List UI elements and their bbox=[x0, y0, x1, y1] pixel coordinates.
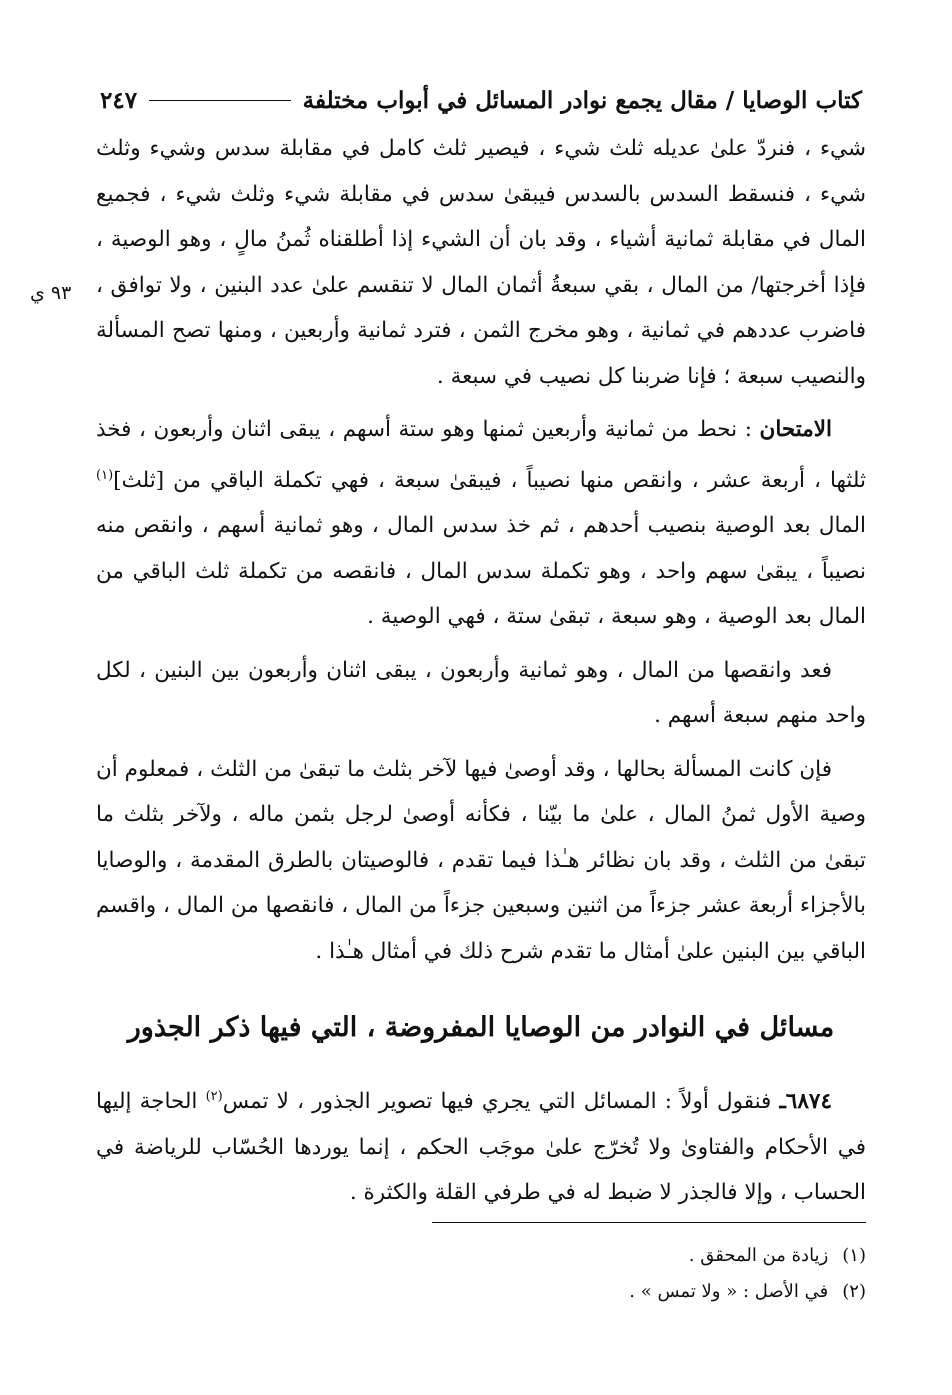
footnote-marker: (٢) bbox=[842, 1281, 866, 1302]
paragraph-2-text-b: المال بعد الوصية بنصيب أحدهم ، ثم خذ سدس المال ، وهو ثمانية أسهم ، وانقص منه نصيباً ، يبقىٰ سهم واحد ، وهو تكملة سدس المال ، فانقصه من تكملة ثلث الباقي من المال بعد الوصية ، وهو سبعة ، تبقىٰ ستة ، فهي الوصية . bbox=[96, 513, 866, 630]
page-number: ٢٤٧ bbox=[100, 86, 138, 114]
footnote-text: في الأصل : « ولا تمس » . bbox=[629, 1281, 829, 1302]
paragraph-4: فإن كانت المسألة بحالها ، وقد أوصىٰ فيها لآخر بثلث ما تبقىٰ من الثلث ، فمعلوم أن وصية الأول ثمنُ المال ، علىٰ ما بيّنا ، فكأنه أوصىٰ لرجل بثمن ماله ، ولآخر بثلث ما تبقىٰ من الثلث ، وقد بان نظائر هـٰذا فيما تقدم ، فالوصيتان بالطرق المقدمة ، والوصايا بالأجزاء أربعة عشر جزءاً من اثنين وسبعين جزءاً من المال ، فانقصها من المال ، واقسم الباقي بين البنين علىٰ أمثال ما تقدم شرح ذلك في أمثال هـٰذا . bbox=[96, 756, 866, 964]
footnote-text: زيادة من المحقق . bbox=[688, 1245, 829, 1266]
paragraph-1: شيء ، فنردّ علىٰ عديله ثلث شيء ، فيصير ثلث كامل في مقابلة سدس وشيء وثلث شيء ، فنسقط السدس بالسدس فيبقىٰ سدس في مقابلة شيء وثلث شيء ، فجميع المال في مقابلة ثمانية أشياء ، وقد بان أن الشيء إذا أطلقناه ثُمنُ مالٍ ، وهو الوصية ، فإذا أخرجتها/ من المال ، بقي سبعةُ أثمان المال لا تنقسم علىٰ عدد البنين ، ولا توافق ، فاضرب عددهم في ثمانية ، وهو مخرج الثمن ، فترد ثمانية وأربعين ، ومنها تصح المسألة والنصيب سبعة ؛ فإنا ضربنا كل نصيب في سبعة . bbox=[96, 136, 866, 389]
header-title: كتاب الوصايا / مقال يجمع نوادر المسائل في أبواب مختلفة bbox=[302, 86, 862, 114]
footnote-1 bbox=[96, 1238, 866, 1274]
paragraph-2-lead: الامتحان bbox=[759, 417, 832, 442]
footnote-rule bbox=[432, 1222, 866, 1223]
footnote-marker: (١) bbox=[842, 1245, 866, 1266]
paragraph-2-text-a: : نحط من ثمانية وأربعين ثمنها وهو ستة أسهم ، يبقى اثنان وأربعون ، فخذ ثلثها ، أربعة عشر ، وانقص منها نصيباً ، فيبقىٰ سبعة ، فهي تكملة الباقي من [ثلث] bbox=[96, 417, 866, 493]
running-header bbox=[100, 78, 862, 122]
section-text bbox=[96, 1074, 866, 1216]
section-paragraph-text-a: فنقول أولاً : المسائل التي يجري فيها تصوير الجذور ، لا تمس bbox=[222, 1089, 780, 1115]
footnotes bbox=[96, 1238, 866, 1310]
margin-manuscript-note: ٩٣ ي bbox=[30, 282, 72, 304]
issue-number: ٦٨٧٤ـ bbox=[779, 1089, 832, 1115]
section-paragraph bbox=[96, 1074, 866, 1216]
section-heading: مسائل في النوادر من الوصايا المفروضة ، التي فيها ذكر الجذور bbox=[127, 1012, 835, 1043]
footnote-2 bbox=[96, 1274, 866, 1310]
paragraph-3: فعد وانقصها من المال ، وهو ثمانية وأربعون ، يبقى اثنان وأربعون بين البنين ، لكل واحد منهم سبعة أسهم . bbox=[96, 657, 866, 729]
footnote-ref-2: (٢) bbox=[205, 1089, 223, 1104]
header-rule bbox=[149, 100, 291, 101]
section-paragraph-text-b: الحاجة إليها في الأحكام والفتاوىٰ ولا تُخرّج علىٰ موجَب الحكم ، إنما يوردها الحُسّاب للرياضة في الحساب ، وإلا فالجذر لا ضبط له في طرفي القلة والكثرة . bbox=[96, 1089, 866, 1206]
paragraph-2 bbox=[96, 407, 866, 640]
footnote-ref-1: (١) bbox=[96, 467, 114, 483]
main-text bbox=[96, 126, 866, 982]
